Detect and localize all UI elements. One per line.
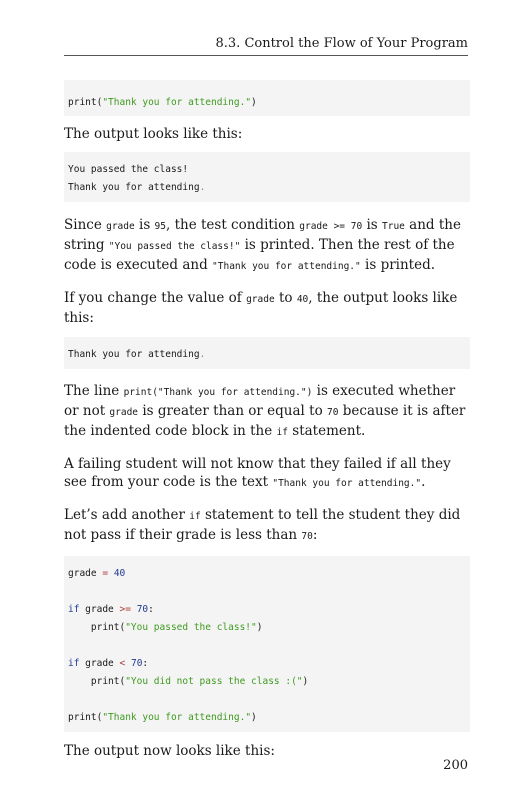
code-block: [64, 80, 470, 116]
code-line: print("Thank you for attending."): [68, 712, 257, 723]
code-block: [64, 556, 470, 732]
inline-code: 70: [327, 407, 339, 418]
inline-code: if: [276, 427, 288, 438]
inline-code: grade >= 70: [299, 221, 363, 232]
output-line: Thank you for attending.: [68, 182, 206, 193]
code-line: grade = 40: [68, 568, 126, 579]
inline-code: True: [382, 221, 405, 232]
section-title: 8.3. Control the Flow of Your Program: [215, 36, 468, 51]
paragraph: The line print("Thank you for attending.") is executed whether or not grade is greater than or equal to 70 because it is after the indented code block in the if statement.: [64, 383, 466, 439]
inline-code: grade: [246, 294, 275, 305]
code-line: print("You passed the class!"): [68, 622, 263, 633]
code-line-blank: [68, 637, 466, 655]
inline-code: print("Thank you for attending."): [123, 387, 313, 398]
paragraph: The output looks like this:: [64, 126, 243, 142]
output-block: [64, 152, 470, 202]
code-line: if grade < 70:: [68, 658, 149, 669]
paragraph: Since grade is 95, the test condition grade >= 70 is True and the string "You passed the class!" is printed. Then the rest of the code is executed and "Thank you for attending." is printed.: [64, 217, 461, 273]
output-line: You passed the class!: [68, 164, 189, 175]
inline-code: if: [189, 511, 201, 522]
code-line-blank: [68, 583, 466, 601]
paragraph: A failing student will not know that they failed if all they see from your code is the text "Thank you for attending.".: [64, 456, 451, 490]
inline-code: grade: [106, 221, 135, 232]
code-line-blank: [68, 691, 466, 709]
inline-code: grade: [109, 407, 139, 418]
output-line: Thank you for attending.: [68, 349, 206, 360]
paragraph: If you change the value of grade to 40, the output looks like this:: [64, 290, 458, 326]
code-line: print("You did not pass the class :("): [68, 676, 309, 687]
page-number: 200: [443, 758, 468, 773]
inline-code: 40: [296, 294, 309, 305]
output-block: [64, 337, 470, 369]
inline-code: 70: [301, 531, 313, 542]
code-line: if grade >= 70:: [68, 604, 154, 615]
inline-code: 95: [154, 221, 166, 232]
inline-code: "Thank you for attending.": [212, 261, 361, 272]
code-line: print("Thank you for attending."): [68, 97, 257, 108]
inline-code: "Thank you for attending.": [272, 478, 422, 489]
page-content: [64, 80, 470, 760]
paragraph: The output now looks like this:: [64, 743, 275, 759]
running-header: [64, 36, 468, 56]
inline-code: "You passed the class!": [108, 241, 241, 252]
paragraph: Let’s add another if statement to tell the student they did not pass if their grade is less than 70:: [64, 507, 461, 543]
